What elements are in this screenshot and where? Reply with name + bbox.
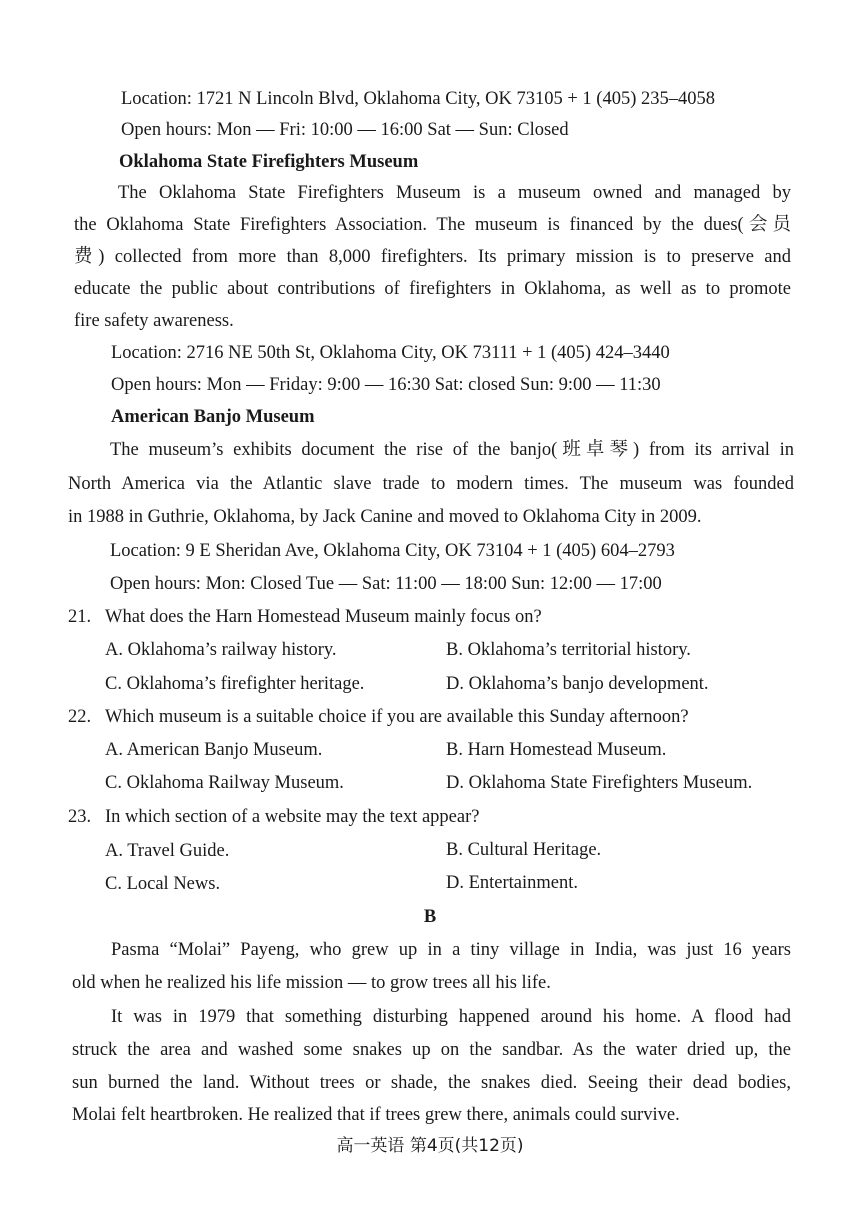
question-23-option-d: D. Entertainment. <box>446 873 579 893</box>
section-b-para1-line-1: Pasma “Molai” Payeng, who grew up in a tiny village in India, was just 16 years <box>111 940 791 960</box>
question-22-text: Which museum is a suitable choice if you are available this Sunday afternoon? <box>105 707 689 727</box>
question-23-number: 23. <box>68 807 92 827</box>
firefighters-line-4: educate the public about contributions of firefighters in Oklahoma, as well as to promote <box>74 279 791 299</box>
banjo-title: American Banjo Museum <box>111 407 315 427</box>
question-21-option-b: B. Oklahoma’s territorial history. <box>446 640 691 660</box>
firefighters-location: Location: 2716 NE 50th St, Oklahoma City, OK 73111 + 1 (405) 424–3440 <box>111 343 670 363</box>
section-b-para2-line-3: sun burned the land. Without trees or shade, the snakes died. Seeing their dead bodies, <box>72 1073 791 1093</box>
section-b-para2-line-4: Molai felt heartbroken. He realized that if trees grew there, animals could survive. <box>72 1105 680 1125</box>
firefighters-line-5: fire safety awareness. <box>74 311 234 331</box>
railway-hours: Open hours: Mon — Fri: 10:00 — 16:00 Sat — Sun: Closed <box>121 120 569 140</box>
section-b-heading: B <box>423 907 437 927</box>
railway-location: Location: 1721 N Lincoln Blvd, Oklahoma City, OK 73105 + 1 (405) 235–4058 <box>121 89 715 109</box>
banjo-line-1: The museum’s exhibits document the rise of the banjo(班卓琴) from its arrival in <box>110 440 794 460</box>
question-22-number: 22. <box>68 707 92 727</box>
question-21-option-a: A. Oklahoma’s railway history. <box>105 640 337 660</box>
question-21-option-c: C. Oklahoma’s firefighter heritage. <box>105 674 365 694</box>
section-b-para1-line-2: old when he realized his life mission — to grow trees all his life. <box>72 973 551 993</box>
question-22-option-b: B. Harn Homestead Museum. <box>446 740 667 760</box>
question-22-option-d: D. Oklahoma State Firefighters Museum. <box>446 773 753 793</box>
banjo-location: Location: 9 E Sheridan Ave, Oklahoma City, OK 73104 + 1 (405) 604–2793 <box>110 541 675 561</box>
question-22-option-c: C. Oklahoma Railway Museum. <box>105 773 344 793</box>
firefighters-hours: Open hours: Mon — Friday: 9:00 — 16:30 Sat: closed Sun: 9:00 — 11:30 <box>111 375 661 395</box>
section-b-para2-line-2: struck the area and washed some snakes up on the sandbar. As the water dried up, the <box>72 1040 791 1060</box>
question-21-option-d: D. Oklahoma’s banjo development. <box>446 674 709 694</box>
question-21-text: What does the Harn Homestead Museum mainly focus on? <box>105 607 542 627</box>
section-b-para2-line-1: It was in 1979 that something disturbing happened around his home. A flood had <box>111 1007 791 1027</box>
question-21-number: 21. <box>68 607 92 627</box>
question-23-option-b: B. Cultural Heritage. <box>446 840 602 860</box>
page-footer: 高一英语 第4页(共12页) <box>336 1136 524 1156</box>
question-22-option-a: A. American Banjo Museum. <box>105 740 323 760</box>
question-23-option-c: C. Local News. <box>105 874 221 894</box>
question-23-text: In which section of a website may the text appear? <box>105 807 480 827</box>
banjo-line-3: in 1988 in Guthrie, Oklahoma, by Jack Canine and moved to Oklahoma City in 2009. <box>68 507 702 527</box>
firefighters-line-3: 费) collected from more than 8,000 firefighters. Its primary mission is to preserve and <box>74 247 791 267</box>
banjo-line-2: North America via the Atlantic slave trade to modern times. The museum was founded <box>68 474 794 494</box>
firefighters-line-2: the Oklahoma State Firefighters Association. The museum is financed by the dues(会员 <box>74 215 791 235</box>
firefighters-title: Oklahoma State Firefighters Museum <box>119 152 419 172</box>
banjo-hours: Open hours: Mon: Closed Tue — Sat: 11:00 — 18:00 Sun: 12:00 — 17:00 <box>110 574 662 594</box>
firefighters-line-1: The Oklahoma State Firefighters Museum is a museum owned and managed by <box>118 183 791 203</box>
question-23-option-a: A. Travel Guide. <box>105 841 230 861</box>
